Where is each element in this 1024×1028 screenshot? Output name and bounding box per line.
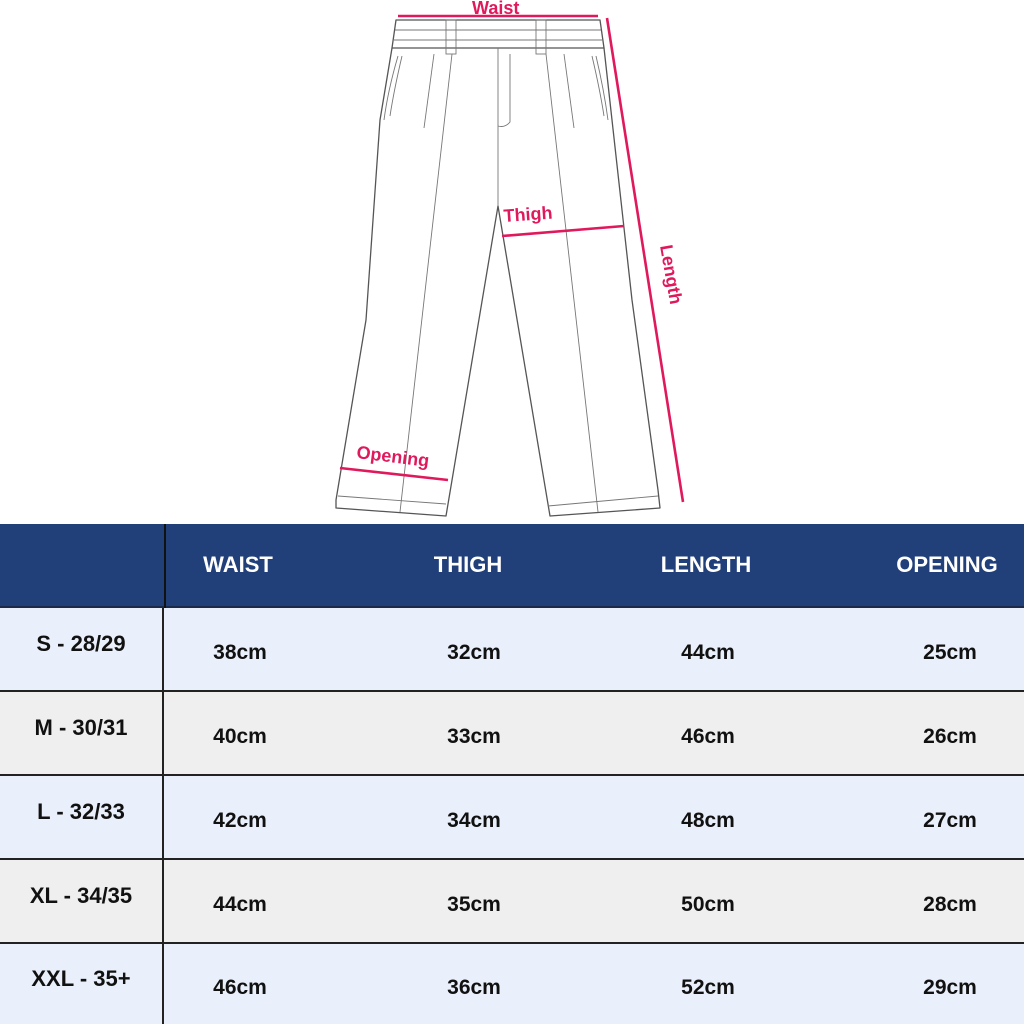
- column-header-thigh: THIGH: [433, 552, 503, 577]
- thigh-value: 32cm: [447, 641, 501, 664]
- table-row: [0, 692, 1024, 776]
- table-row: [0, 776, 1024, 860]
- size-label: XL - 34/35: [0, 860, 164, 942]
- opening-measure-line: [340, 468, 448, 480]
- opening-value: 27cm: [923, 809, 977, 832]
- waist-value: 44cm: [213, 893, 267, 916]
- trousers-illustration: [336, 20, 660, 516]
- opening-value: 26cm: [923, 725, 977, 748]
- length-value: 46cm: [681, 725, 735, 748]
- column-header-opening: OPENING: [896, 552, 998, 577]
- size-label: L - 32/33: [0, 776, 164, 858]
- length-value: 50cm: [681, 893, 735, 916]
- size-chart-table: [0, 524, 1024, 1024]
- thigh-measure-line: [502, 226, 624, 236]
- size-label: S - 28/29: [0, 608, 164, 690]
- table-row: [0, 608, 1024, 692]
- waist-value: 40cm: [213, 725, 267, 748]
- thigh-value: 36cm: [447, 976, 501, 999]
- thigh-value: 33cm: [447, 725, 501, 748]
- table-header-row: [0, 524, 1024, 608]
- length-value: 48cm: [681, 809, 735, 832]
- opening-label: Opening: [355, 442, 431, 471]
- column-header-waist: WAIST: [203, 552, 273, 577]
- table-row: [0, 860, 1024, 944]
- length-label: Length: [656, 243, 687, 306]
- opening-value: 28cm: [923, 893, 977, 916]
- size-label: XXL - 35+: [0, 944, 164, 1024]
- waist-value: 42cm: [213, 809, 267, 832]
- thigh-label: Thigh: [502, 202, 554, 226]
- thigh-value: 35cm: [447, 893, 501, 916]
- length-value: 44cm: [681, 641, 735, 664]
- opening-value: 29cm: [923, 976, 977, 999]
- thigh-value: 34cm: [447, 809, 501, 832]
- table-row: [0, 944, 1024, 1024]
- waist-value: 46cm: [213, 976, 267, 999]
- opening-value: 25cm: [923, 641, 977, 664]
- column-header-length: LENGTH: [660, 552, 752, 577]
- size-label: M - 30/31: [0, 692, 164, 774]
- length-value: 52cm: [681, 976, 735, 999]
- waist-value: 38cm: [213, 641, 267, 664]
- waist-label: Waist: [472, 0, 520, 18]
